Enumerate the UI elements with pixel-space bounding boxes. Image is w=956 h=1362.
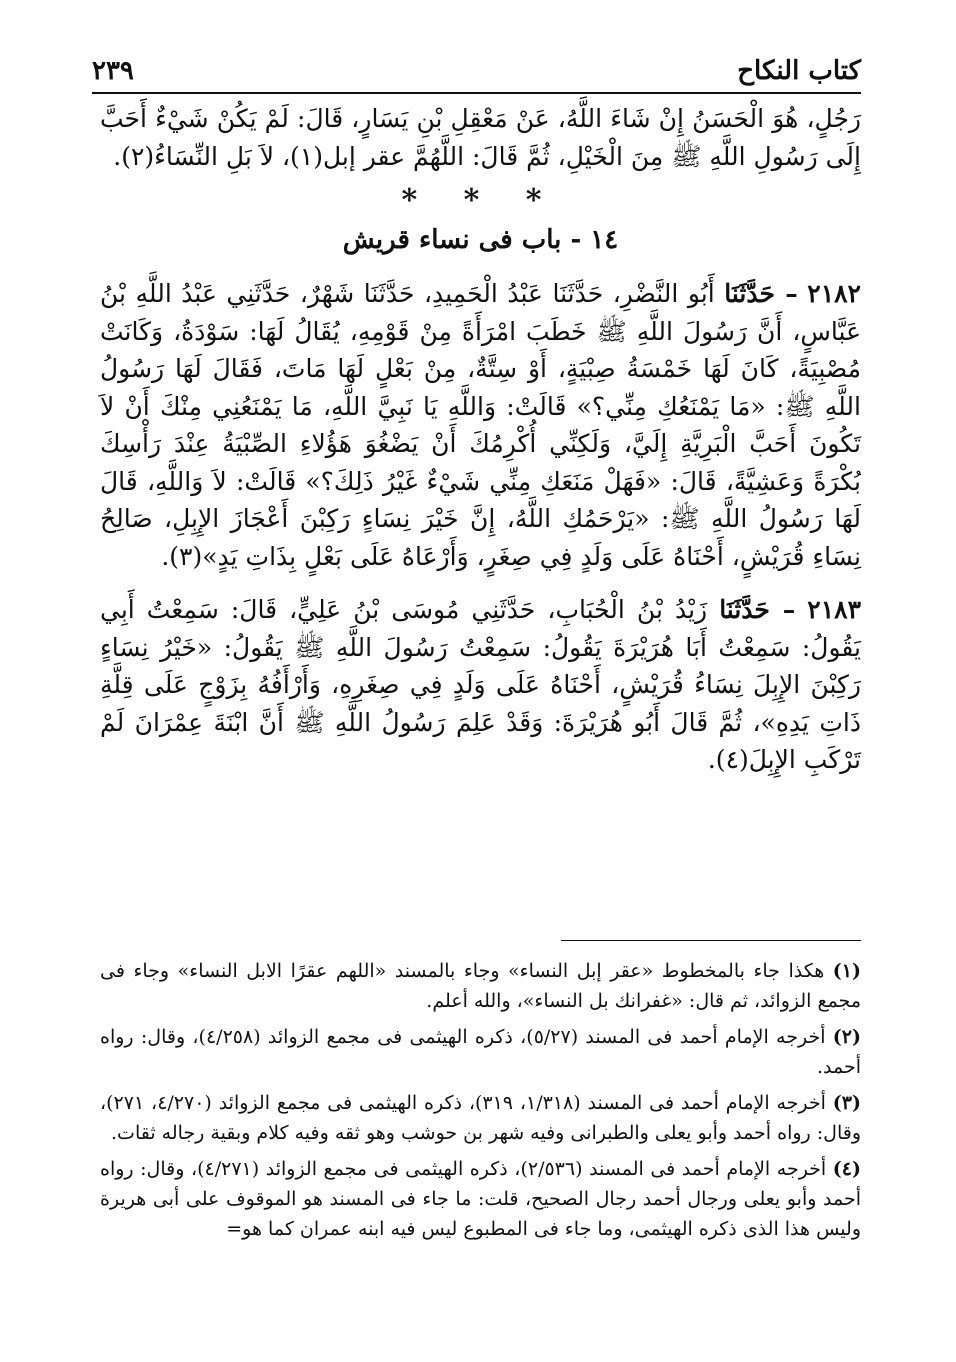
main-text bbox=[100, 100, 861, 779]
footnote-text: أخرجه الإمام أحمد فى المسند (١/٣١٨، ٣١٩)، ذكره الهيثمى فى مجمع الزوائد (٤/٢٧٠، ٢٧١)، وقال: رواه أحمد وأبو يعلى والطبرانى وفيه شهر بن حوشب وهو ثقه وفيه كلام وبقية رجاله ثقات. bbox=[100, 1092, 861, 1144]
hadith-lead: حَدَّثَنَا bbox=[719, 595, 770, 624]
section-separator: * * * bbox=[401, 183, 560, 218]
hadith-paragraph bbox=[100, 591, 861, 779]
hadith-dash: – bbox=[774, 279, 798, 308]
footnote bbox=[100, 1022, 861, 1082]
footnotes bbox=[100, 956, 861, 1250]
chapter-title: ١٤ - باب فى نساء قريش bbox=[342, 225, 619, 255]
footnote-text: أخرجه الإمام أحمد فى المسند (٢/٥٣٦)، ذكره الهيثمى فى مجمع الزوائد (٤/٢٧١)، وقال: رواه أحمد وأبو يعلى ورجال أحمد رجال الصحيح، قلت: ما جاء فى المسند هو الموقوف على أبى هريرة وليس هذا الذى ذكره الهيثمى، وما جاء فى المطبوع ليس فيه ابنه عمران كما هو= bbox=[100, 1158, 861, 1240]
hadith-text: أَبُو النَّضْرِ، حَدَّثَنَا عَبْدُ الْحَمِيدِ، حَدَّثَنَا شَهْرٌ، حَدَّثَنِي عَبْدُ اللَّهِ بْنُ عَبَّاسٍ، أَنَّ رَسُولَ اللَّهِ ﷺ خَطَبَ امْرَأَةً مِنْ قَوْمِهِ، يُقَالُ لَهَا: سَوْدَةُ، وَكَانَتْ مُصْبِيَةً، كَانَ لَهَا خَمْسَةُ صِبْيَةٍ، أَوْ سِتَّةٌ، مِنْ بَعْلٍ لَهَا مَاتَ، فَقَالَ لَهَا رَسُولُ اللَّهِ ﷺ: «مَا يَمْنَعُكِ مِنِّي؟» قَالَتْ: وَاللَّهِ يَا نَبِيَّ اللَّهِ، مَا يَمْنَعُنِي مِنْكَ أَنْ لاَ تَكُونَ أَحَبَّ الْبَرِيَّةِ إِلَيَّ، وَلَكِنِّي أُكْرِمُكَ أَنْ يَضْغُوَ هَؤُلاءِ الصِّبْيَةُ عِنْدَ رَأْسِكَ بُكْرَةً وَعَشِيَّةً، قَالَ: «فَهَلْ مَنَعَكِ مِنِّي شَيْءٌ غَيْرُ ذَلِكَ؟» قَالَتْ: لاَ وَاللَّهِ، قَالَ لَهَا رَسُولُ اللَّهِ ﷺ: «يَرْحَمُكِ اللَّهُ، إِنَّ خَيْرَ نِسَاءٍ رَكِبْنَ أَعْجَازَ الإِبِلِ، صَالِحُ نِسَاءِ قُرَيْشٍ، أَحْنَاهُ عَلَى وَلَدٍ فِي صِغَرٍ، وَأَرْعَاهُ عَلَى بَعْلٍ بِذَاتِ يَدٍ»(٣). bbox=[100, 279, 861, 571]
hadith-number: ٢١٨٣ bbox=[807, 595, 861, 624]
hadith-text: زَيْدُ بْنُ الْحُبَابِ، حَدَّثَنِي مُوسَى بْنُ عَلِيٍّ، قَالَ: سَمِعْتُ أَبِي يَقُولُ: سَمِعْتُ أَبَا هُرَيْرَةَ يَقُولُ: سَمِعْتُ رَسُولَ اللَّهِ ﷺ يَقُولُ: «خَيْرُ نِسَاءٍ رَكِبْنَ الإِبِلَ نِسَاءُ قُرَيْشٍ، أَحْنَاهُ عَلَى وَلَدٍ فِي صِغَرِهِ، وَأَرْأَفُهُ بِزَوْجٍ عَلَى قِلَّةِ ذَاتِ يَدِهِ»، ثُمَّ قَالَ أَبُو هُرَيْرَةَ: وَقَدْ عَلِمَ رَسُولُ اللَّهِ ﷺ أَنَّ ابْنَةَ عِمْرَانَ لَمْ تَرْكَبِ الإِبِلَ(٤). bbox=[100, 595, 861, 774]
page-header bbox=[92, 40, 861, 94]
footnote bbox=[100, 956, 861, 1016]
footnote bbox=[100, 1154, 861, 1244]
footnote-marker: (٤) bbox=[832, 1158, 861, 1180]
running-title: كتاب النكاح bbox=[737, 56, 861, 86]
footnote-marker: (٢) bbox=[832, 1026, 861, 1048]
footnote-marker: (١) bbox=[832, 960, 861, 982]
intro-paragraph: رَجُلٍ، هُوَ الْحَسَنُ إِنْ شَاءَ اللَّهُ، عَنْ مَعْقِلِ بْنِ يَسَارٍ، قَالَ: لَمْ يَكُنْ شَيْءٌ أَحَبَّ إِلَى رَسُولِ اللَّهِ ﷺ مِنَ الْخَيْلِ، ثُمَّ قَالَ: اللَّهُمَّ عقر إبل(١)، لاَ بَلِ النِّسَاءُ(٢). bbox=[100, 104, 861, 171]
hadith-number: ٢١٨٢ bbox=[807, 279, 861, 308]
footnote bbox=[100, 1088, 861, 1148]
footnote-text: أخرجه الإمام أحمد فى المسند (٥/٢٧)، ذكره الهيثمى فى مجمع الزوائد (٤/٢٥٨)، وقال: رواه أحمد. bbox=[100, 1026, 861, 1078]
footnote-marker: (٣) bbox=[832, 1092, 862, 1114]
page-number: ٢٣٩ bbox=[92, 56, 134, 86]
hadith-paragraph bbox=[100, 275, 861, 575]
footnote-text: هكذا جاء بالمخطوط «عقر إبل النساء» وجاء بالمسند «اللهم عقرًا الابل النساء» وجاء فى مجمع الزوائد، ثم قال: «غفرانك بل النساء»، والله أعلم. bbox=[100, 960, 861, 1012]
footnote-divider bbox=[561, 940, 861, 941]
hadith-lead: حَدَّثَنَا bbox=[724, 279, 775, 308]
hadith-dash: – bbox=[769, 595, 796, 624]
